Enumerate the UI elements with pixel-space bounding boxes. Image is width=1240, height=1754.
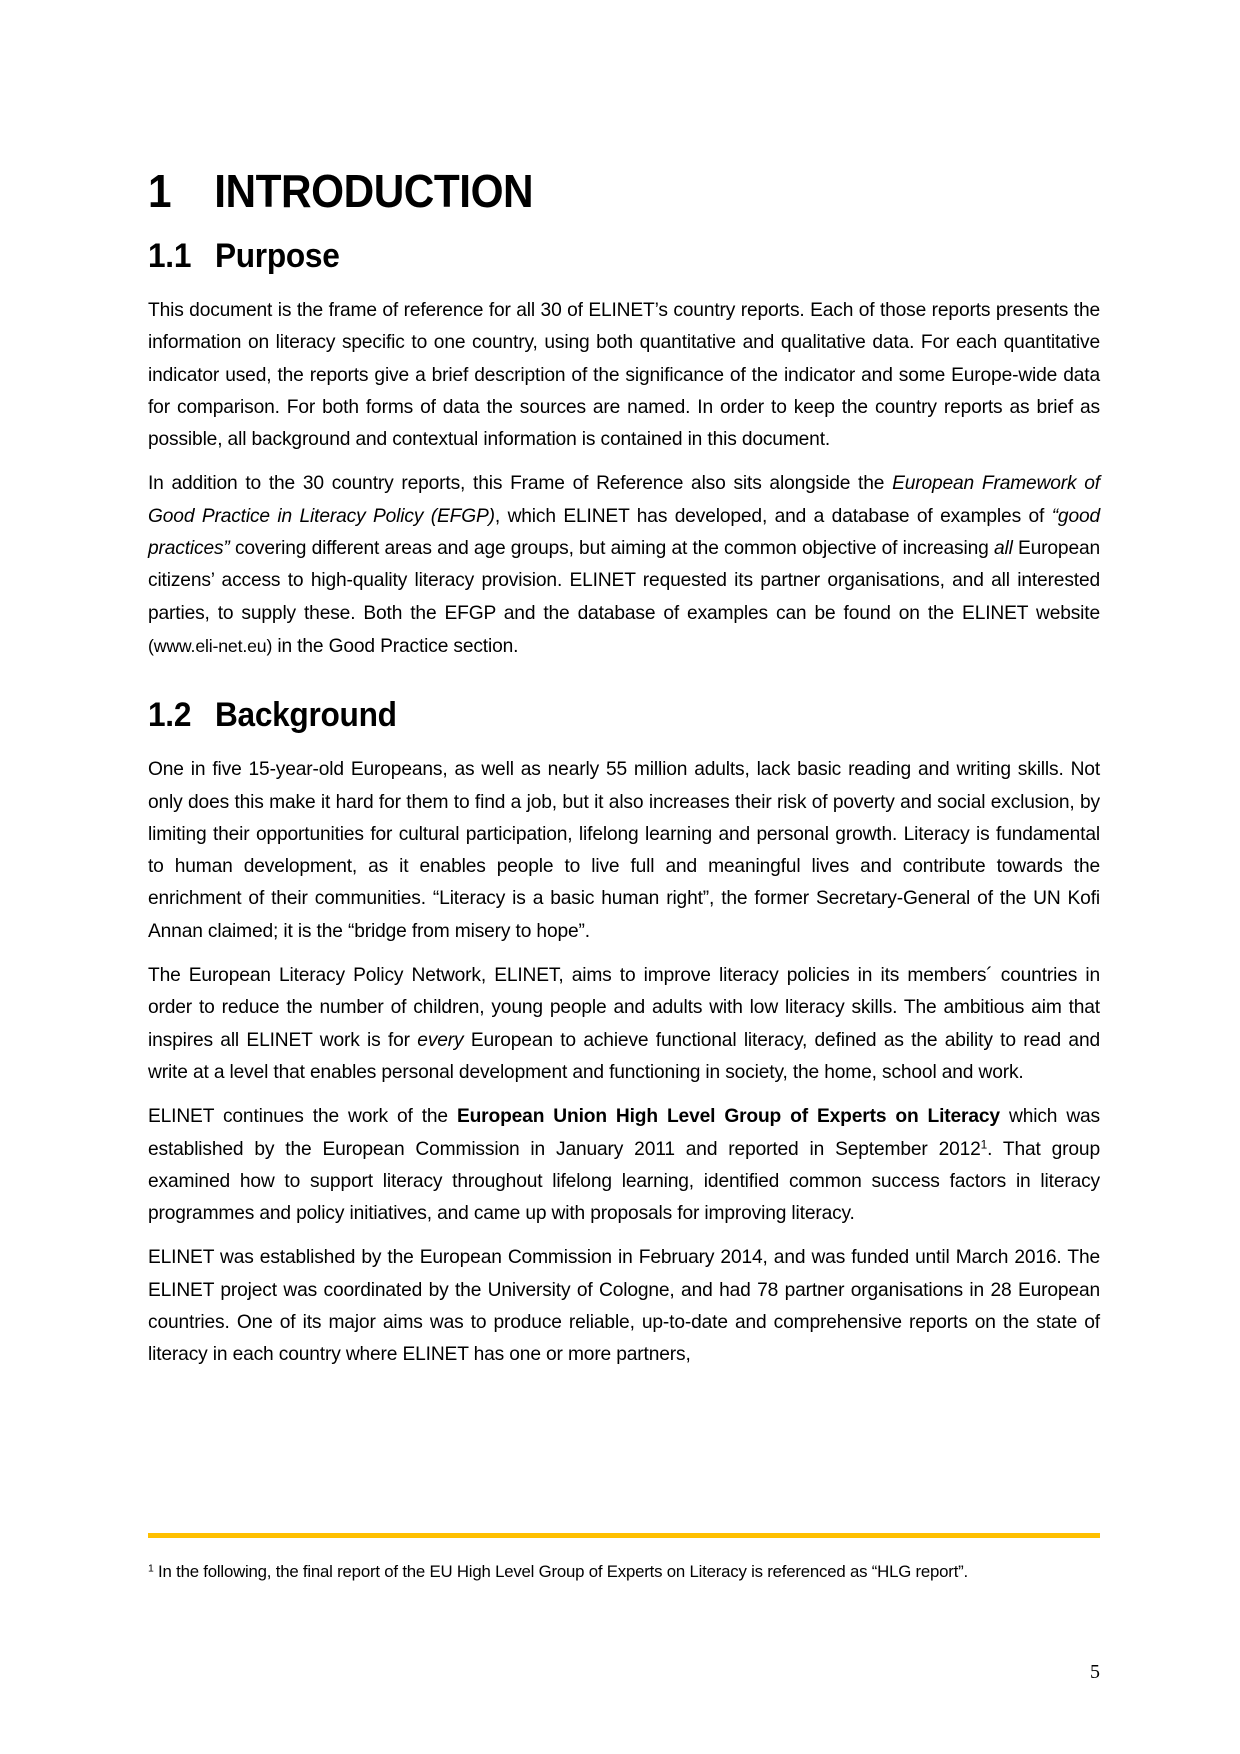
footnote-marker: 1: [148, 1563, 154, 1575]
text-run: ELINET was established by the European Commission in February 2014, and was funded until March 2016. The ELINET project was coordinated by the University of Cologne, and had 78 partner organisations in 28 European countries. One of its major aims was to produce reliable, up-to-date and comprehensive reports on the state of literacy in each country where ELINET has one or more partners,: [148, 1247, 1100, 1366]
chapter-title: INTRODUCTION: [214, 165, 534, 217]
paragraph-background-2: [148, 960, 1100, 1089]
section-heading-background: [148, 693, 1033, 737]
paragraph-purpose-2: [148, 468, 1100, 663]
footnote-text: In the following, the final report of the EU High Level Group of Experts on Literacy is referenced as “HLG report”.: [153, 1562, 969, 1581]
footnote: [148, 1560, 1100, 1584]
section-title: Purpose: [214, 237, 340, 275]
emphasis-all: all: [993, 538, 1013, 560]
good-practices-italic: “good practices”: [148, 505, 1101, 560]
text-run: One in five 15-year-old Europeans, as well as nearly 55 million adults, lack basic reading and writing skills. Not only does this make it hard for them to find a job, but it also increases their risk of poverty and social exclusion, by limiting their opportunities for cultural participation, lifelong learning and personal growth. Literacy is fundamental to human development, as it enables people to live full and meaningful lives and contribute towards the enrichment of their communities. “Literacy is a basic human right”, the former Secretary-General of the UN Kofi Annan claimed; it is the “bridge from misery to hope”.: [148, 759, 1100, 942]
page-number: 5: [1090, 1661, 1100, 1683]
section-number: 1.1: [148, 237, 192, 275]
page-content: [148, 150, 1100, 1372]
text-run: In addition to the 30 country reports, this Frame of Reference also sits alongside the: [148, 473, 893, 495]
footnote-separator-rule: [148, 1533, 1100, 1538]
text-run: in the Good Practice section.: [272, 635, 519, 657]
paragraph-purpose-1: [148, 295, 1100, 456]
chapter-number: 1: [148, 165, 172, 217]
website-link[interactable]: (www.eli-net.eu): [148, 635, 273, 656]
text-run: . That group examined how to support literacy throughout lifelong learning, identified common success factors in literacy programmes and policy initiatives, and came up with proposals for improving literacy.: [148, 1138, 1100, 1225]
section-number: 1.2: [148, 696, 192, 735]
text-run: covering different areas and age groups, but aiming at the common objective of increasing: [229, 538, 994, 560]
text-run: The European Literacy Policy Network, ELINET, aims to improve literacy policies in its members´ countries in order to reduce the number of children, young people and adults with low literacy skills. The ambitious aim that inspires all ELINET work is for: [148, 965, 1100, 1051]
text-run: European to achieve functional literacy, defined as the ability to read and write at a level that enables personal development and functioning in society, the home, school and work.: [148, 1029, 1100, 1083]
paragraph-background-3: [148, 1101, 1100, 1230]
emphasis-every: every: [417, 1029, 464, 1051]
section-title: Background: [214, 696, 397, 735]
hlg-name-bold: European Union High Level Group of Experts on Literacy: [456, 1106, 1000, 1128]
text-run: which was established by the European Commission in January 2011 and reported in September 2012: [148, 1106, 1100, 1160]
text-run: This document is the frame of reference for all 30 of ELINET’s country reports. Each of those reports presents the information on literacy specific to one country, using both quantitative and qualitative data. For each quantitative indicator used, the reports give a brief description of the significance of the indicator and some Europe-wide data for comparison. For both forms of data the sources are named. In order to keep the country reports as brief as possible, all background and contextual information is contained in this document.: [148, 300, 1100, 451]
efgp-title-italic: European Framework of Good Practice in Literacy Policy (EFGP): [148, 473, 1100, 527]
text-run: , which ELINET has developed, and a database of examples of: [494, 505, 1052, 527]
section-heading-purpose: [148, 234, 1033, 278]
text-run: ELINET continues the work of the: [148, 1106, 457, 1128]
footnote-reference[interactable]: 1: [980, 1136, 988, 1151]
paragraph-background-4: [148, 1242, 1100, 1371]
chapter-heading: [148, 150, 1024, 232]
paragraph-background-1: [148, 754, 1100, 948]
text-run: European citizens’ access to high-quality literacy provision. ELINET requested its partner organisations, and all interested parties, to supply these. Both the EFGP and the database of examples can be found on the ELINET website: [148, 538, 1101, 624]
